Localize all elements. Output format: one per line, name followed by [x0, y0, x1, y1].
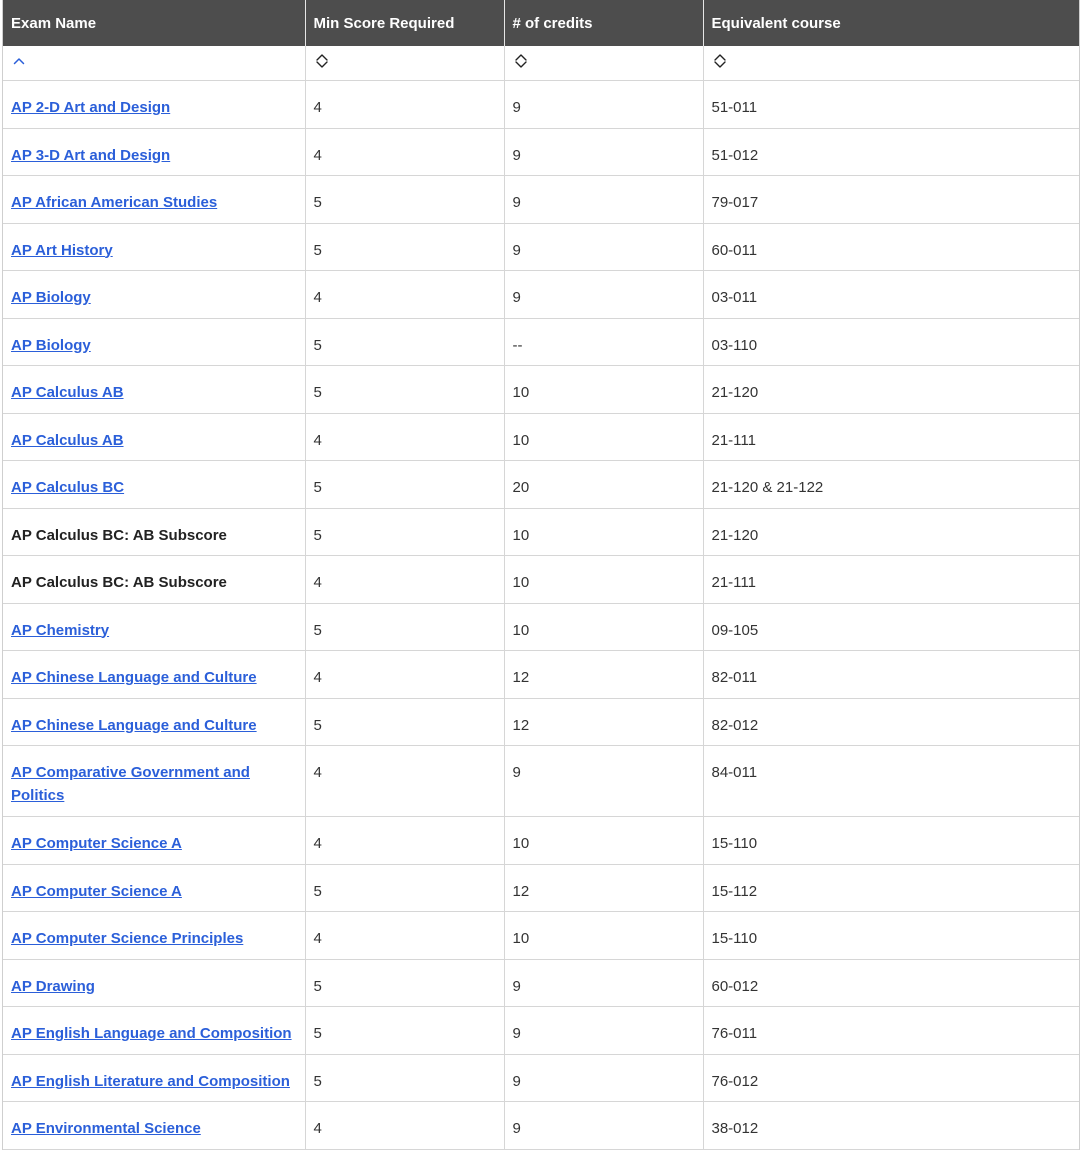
exam-name-cell	[3, 651, 305, 699]
exam-name-text: AP Calculus BC: AB Subscore	[11, 526, 227, 544]
exam-link[interactable]: AP Drawing	[11, 977, 95, 995]
credits-cell: 10	[504, 366, 703, 414]
table-row	[3, 817, 1079, 865]
min-score-cell: 4	[305, 271, 504, 319]
credits-cell: --	[504, 318, 703, 366]
credits-cell: 9	[504, 128, 703, 176]
exam-link[interactable]: AP 3-D Art and Design	[11, 146, 171, 164]
table-row	[3, 318, 1079, 366]
credits-cell: 9	[504, 959, 703, 1007]
min-score-cell: 5	[305, 176, 504, 224]
table-row	[3, 603, 1079, 651]
equivalent-course-cell: 03-110	[703, 318, 1079, 366]
table-row	[3, 959, 1079, 1007]
exam-name-cell	[3, 128, 305, 176]
credits-cell: 9	[504, 1007, 703, 1055]
min-score-cell: 4	[305, 413, 504, 461]
table-row	[3, 746, 1079, 817]
equivalent-course-cell: 82-012	[703, 698, 1079, 746]
credits-cell: 10	[504, 912, 703, 960]
exam-name-cell	[3, 556, 305, 604]
chevron-up-icon[interactable]	[11, 53, 27, 69]
credits-cell: 9	[504, 176, 703, 224]
credits-cell: 12	[504, 651, 703, 699]
credits-cell: 9	[504, 271, 703, 319]
header-min-score[interactable]: Min Score Required	[305, 0, 504, 46]
min-score-cell: 4	[305, 912, 504, 960]
equivalent-course-cell: 84-011	[703, 746, 1079, 817]
min-score-cell: 4	[305, 81, 504, 129]
exam-name-cell	[3, 698, 305, 746]
min-score-cell: 5	[305, 1054, 504, 1102]
exam-link[interactable]: AP 2-D Art and Design	[11, 99, 171, 116]
min-score-cell: 5	[305, 959, 504, 1007]
equivalent-course-cell: 51-012	[703, 128, 1079, 176]
sort-cell-equivalent-course	[703, 46, 1079, 81]
table-row	[3, 271, 1079, 319]
exam-link[interactable]: AP Calculus AB	[11, 384, 124, 401]
min-score-cell: 4	[305, 556, 504, 604]
exam-link[interactable]: AP English Literature and Composition	[11, 1072, 290, 1090]
table-row	[3, 1102, 1079, 1150]
credits-cell: 20	[504, 461, 703, 509]
exam-link[interactable]: AP African American Studies	[11, 194, 218, 211]
exam-link[interactable]: AP Chemistry	[11, 621, 110, 639]
credits-cell: 9	[504, 746, 703, 817]
exam-name-cell	[3, 318, 305, 366]
equivalent-course-cell: 21-111	[703, 556, 1079, 604]
exam-link[interactable]: AP Chinese Language and Culture	[11, 669, 257, 686]
table-row	[3, 508, 1079, 556]
sort-updown-icon[interactable]	[712, 53, 728, 69]
credits-cell: 12	[504, 864, 703, 912]
equivalent-course-cell: 21-120	[703, 366, 1079, 414]
credits-cell: 9	[504, 1054, 703, 1102]
exam-link[interactable]: AP Art History	[11, 241, 113, 259]
exam-name-cell	[3, 81, 305, 129]
exam-name-cell	[3, 912, 305, 960]
equivalent-course-cell: 15-110	[703, 817, 1079, 865]
exam-name-cell	[3, 959, 305, 1007]
table-row	[3, 1007, 1079, 1055]
equivalent-course-cell: 15-110	[703, 912, 1079, 960]
min-score-cell: 5	[305, 461, 504, 509]
table-row	[3, 864, 1079, 912]
table-row	[3, 176, 1079, 224]
equivalent-course-cell: 60-011	[703, 223, 1079, 271]
credits-cell: 10	[504, 556, 703, 604]
table-row	[3, 461, 1079, 509]
min-score-cell: 4	[305, 651, 504, 699]
exam-name-cell	[3, 864, 305, 912]
min-score-cell: 4	[305, 1102, 504, 1150]
min-score-cell: 5	[305, 318, 504, 366]
exam-link[interactable]: AP Computer Science A	[11, 882, 182, 900]
min-score-cell: 5	[305, 366, 504, 414]
equivalent-course-cell: 21-120	[703, 508, 1079, 556]
table-row	[3, 413, 1079, 461]
table-row	[3, 651, 1079, 699]
exam-link[interactable]: AP Environmental Science	[11, 1120, 201, 1137]
exam-name-text: AP Calculus BC: AB Subscore	[11, 574, 227, 591]
equivalent-course-cell: 21-120 & 21-122	[703, 461, 1079, 509]
exam-link[interactable]: AP Biology	[11, 289, 91, 306]
exam-name-cell	[3, 817, 305, 865]
equivalent-course-cell: 03-011	[703, 271, 1079, 319]
table-row	[3, 223, 1079, 271]
exam-credit-table	[3, 0, 1079, 1150]
sort-cell-exam-name	[3, 46, 305, 81]
min-score-cell: 5	[305, 603, 504, 651]
exam-link[interactable]: AP English Language and Composition	[11, 1025, 292, 1042]
min-score-cell: 5	[305, 1007, 504, 1055]
exam-name-cell	[3, 366, 305, 414]
sort-cell-min-score	[305, 46, 504, 81]
min-score-cell: 5	[305, 864, 504, 912]
table-row	[3, 912, 1079, 960]
exam-name-cell	[3, 1102, 305, 1150]
exam-link[interactable]: AP Computer Science A	[11, 835, 182, 852]
exam-name-cell	[3, 176, 305, 224]
equivalent-course-cell: 82-011	[703, 651, 1079, 699]
equivalent-course-cell: 76-012	[703, 1054, 1079, 1102]
sort-updown-icon[interactable]	[314, 53, 330, 69]
credits-cell: 9	[504, 223, 703, 271]
equivalent-course-cell: 09-105	[703, 603, 1079, 651]
exam-name-cell	[3, 223, 305, 271]
equivalent-course-cell: 60-012	[703, 959, 1079, 1007]
equivalent-course-cell: 79-017	[703, 176, 1079, 224]
min-score-cell: 4	[305, 817, 504, 865]
equivalent-course-cell: 76-011	[703, 1007, 1079, 1055]
table-row	[3, 698, 1079, 746]
equivalent-course-cell: 15-112	[703, 864, 1079, 912]
credits-cell: 10	[504, 508, 703, 556]
exam-name-cell	[3, 413, 305, 461]
exam-name-cell	[3, 271, 305, 319]
credits-cell: 12	[504, 698, 703, 746]
exam-name-cell	[3, 508, 305, 556]
exam-link[interactable]: AP Comparative Government and Politics	[11, 764, 250, 804]
table-row	[3, 556, 1079, 604]
header-row	[3, 0, 1079, 46]
exam-name-cell	[3, 1054, 305, 1102]
credits-cell: 10	[504, 817, 703, 865]
exam-name-cell	[3, 603, 305, 651]
equivalent-course-cell: 38-012	[703, 1102, 1079, 1150]
exam-link[interactable]: AP Biology	[11, 336, 91, 354]
min-score-cell: 4	[305, 746, 504, 817]
min-score-cell: 5	[305, 508, 504, 556]
credit-table-container	[2, 0, 1080, 1150]
table-row	[3, 1054, 1079, 1102]
equivalent-course-cell: 21-111	[703, 413, 1079, 461]
sort-row	[3, 46, 1079, 81]
equivalent-course-cell: 51-011	[703, 81, 1079, 129]
exam-link[interactable]: AP Computer Science Principles	[11, 930, 244, 947]
exam-name-cell	[3, 461, 305, 509]
credits-cell: 9	[504, 1102, 703, 1150]
credits-cell: 9	[504, 81, 703, 129]
credits-cell: 10	[504, 603, 703, 651]
min-score-cell: 5	[305, 223, 504, 271]
exam-link[interactable]: AP Chinese Language and Culture	[11, 716, 257, 734]
min-score-cell: 5	[305, 698, 504, 746]
table-row	[3, 81, 1079, 129]
sort-updown-icon[interactable]	[513, 53, 529, 69]
exam-name-cell	[3, 1007, 305, 1055]
exam-name-cell	[3, 746, 305, 817]
header-credits[interactable]: # of credits	[504, 0, 703, 46]
header-exam-name[interactable]: Exam Name	[3, 0, 305, 46]
credits-cell: 10	[504, 413, 703, 461]
sort-cell-credits	[504, 46, 703, 81]
header-equivalent-course[interactable]: Equivalent course	[703, 0, 1079, 46]
exam-link[interactable]: AP Calculus AB	[11, 431, 124, 449]
min-score-cell: 4	[305, 128, 504, 176]
table-row	[3, 366, 1079, 414]
exam-link[interactable]: AP Calculus BC	[11, 479, 125, 496]
table-row	[3, 128, 1079, 176]
